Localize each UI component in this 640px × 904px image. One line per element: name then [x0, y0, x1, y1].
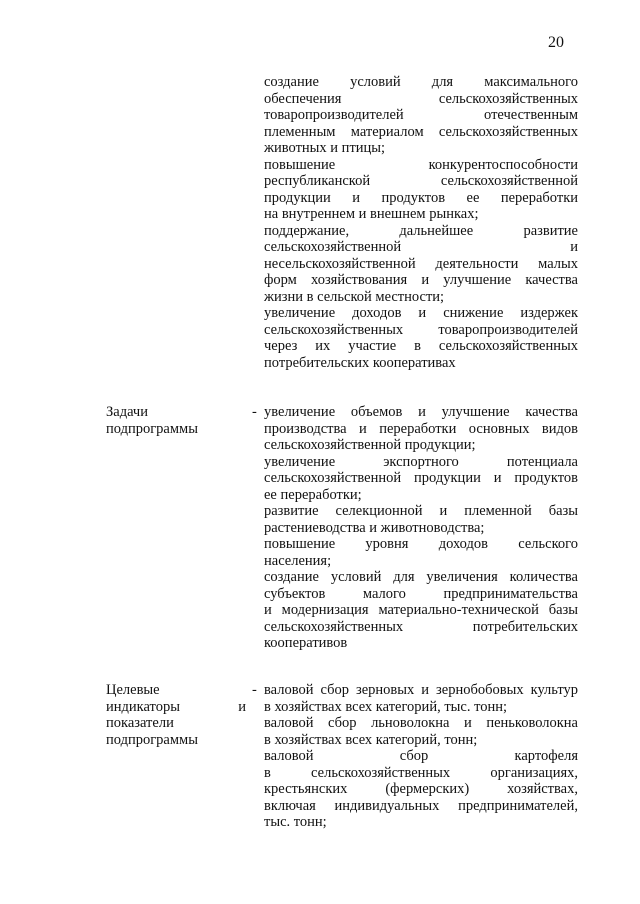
label-line: показатели: [106, 715, 174, 731]
list-item: [264, 715, 578, 748]
text-line: увеличение экспортного потенциала: [264, 453, 578, 470]
text-line: включая индивидуальных предпринимателей,: [264, 797, 578, 814]
text-line: крестьянских (фермерских) хозяйствах,: [264, 781, 578, 797]
list-item: [264, 748, 578, 831]
text-line: повышение конкурентоспособности: [264, 156, 578, 173]
label-line: подпрограммы: [106, 731, 198, 748]
text-line: в хозяйствах всех категорий, тонн;: [264, 731, 478, 748]
text-line: племенным материалом сельскохозяйственных: [264, 123, 578, 140]
text-line: несельскохозяйственной деятельности малых: [264, 255, 578, 272]
list-item: [264, 157, 578, 223]
list-item: [264, 223, 578, 306]
text-line: форм хозяйствования и улучшение качества: [264, 272, 578, 288]
text-line: создание условий для увеличения количества: [264, 569, 578, 585]
text-line: сельскохозяйственных товаропроизводителей: [264, 321, 578, 338]
list-item: [264, 454, 578, 504]
text-line: увеличение доходов и снижение издержек: [264, 305, 578, 321]
list-item: [264, 569, 578, 652]
text-line: обеспечения сельскохозяйственных: [264, 90, 578, 107]
text-line: валовой сбор зерновых и зернобобовых культур: [264, 682, 578, 698]
text-line: создание условий для максимального: [264, 74, 578, 90]
label-dash: -: [252, 404, 257, 420]
text-line: продукции и продуктов ее переработки: [264, 189, 578, 206]
list-item: [264, 404, 578, 454]
text-line: животных и птицы;: [264, 140, 386, 156]
label-dash: -: [252, 682, 257, 698]
text-line: тыс. тонн;: [264, 814, 327, 830]
text-line: субъектов малого предпринимательства: [264, 585, 578, 602]
label-line: Задачи: [106, 404, 148, 420]
text-line: растениеводства и животноводства;: [264, 519, 485, 536]
text-line: кооперативов: [264, 635, 348, 651]
text-line: валовой сбор льноволокна и пеньковолокна: [264, 715, 578, 731]
text-line: поддержание, дальнейшее развитие: [264, 222, 578, 239]
text-line: республиканской сельскохозяйственной: [264, 173, 578, 189]
text-line: сельскохозяйственной продукции и продуктов: [264, 470, 578, 486]
text-line: ее переработки;: [264, 486, 362, 503]
section-label: [106, 404, 246, 437]
text-line: в хозяйствах всех категорий, тыс. тонн;: [264, 698, 508, 715]
text-line: развитие селекционной и племенной базы: [264, 503, 578, 519]
text-line: повышение уровня доходов сельского: [264, 536, 578, 552]
section-content: [264, 404, 578, 652]
text-line: сельскохозяйственной и: [264, 239, 578, 255]
section-content: [264, 682, 578, 831]
text-line: увеличение объемов и улучшение качества: [264, 404, 578, 420]
list-item: [264, 682, 578, 715]
list-item: [264, 503, 578, 536]
label-line: индикаторы и: [106, 698, 246, 715]
text-line: населения;: [264, 552, 332, 569]
label-line: Целевые: [106, 682, 160, 698]
list-item: [264, 536, 578, 569]
label-line: подпрограммы: [106, 420, 198, 437]
text-line: валовой сбор картофеля: [264, 748, 578, 764]
text-line: жизни в сельской местности;: [264, 288, 445, 305]
list-item: [264, 74, 578, 157]
text-line: потребительских кооперативах: [264, 354, 456, 371]
section-label: [106, 682, 246, 748]
text-line: производства и переработки основных видов: [264, 420, 578, 437]
text-line: через их участие в сельскохозяйственных: [264, 338, 578, 354]
text-line: сельскохозяйственной продукции;: [264, 437, 476, 453]
section-content: [264, 74, 578, 371]
text-line: и модернизация материально-технической базы: [264, 602, 578, 618]
text-line: в сельскохозяйственных организациях,: [264, 764, 578, 781]
text-line: товаропроизводителей отечественным: [264, 107, 578, 123]
text-line: на внутреннем и внешнем рынках;: [264, 206, 479, 222]
page-number: 20: [548, 34, 564, 51]
list-item: [264, 305, 578, 371]
text-line: сельскохозяйственных потребительских: [264, 618, 578, 635]
